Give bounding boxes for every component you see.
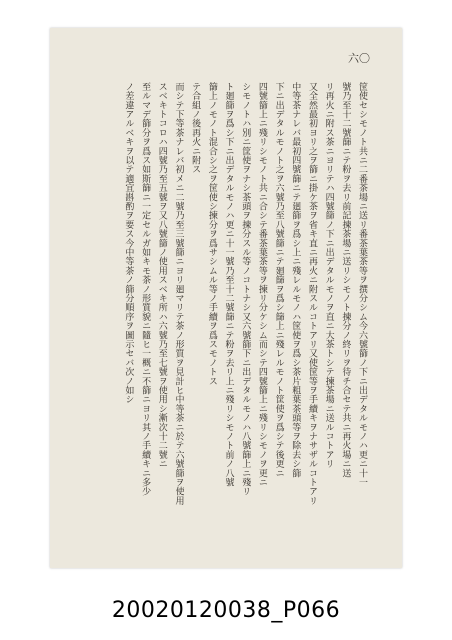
document-page (50, 28, 402, 568)
text-column: 而シテ下等茶ナレバ初メニ二號乃至三號篩ニヨリ廻マリテ茶ノ形質ヲ見計ヒ中等茶ニ於テ六號篩ヲ使用 (173, 82, 184, 506)
text-column: 下ニ出デタルモノト之ヲ六號乃至八號篩ニテ廻篩ヲ爲シ篩上ニ殘レルモノト筐使ヲ爲シテ後更ニ (273, 82, 284, 478)
text-column: 號乃至十二號篩ニテ粉ヲ去リ前記揀茶場ニ送リシモノト揀分ノ終リヲ待チ合セテ共ニ再火場ニ送 (340, 82, 351, 478)
text-column: リ再火ニ附ス茶ニヨリテハ四號篩ノ下ニ出デタルモノヲ直ニ大茶トシテ揀茶場ニ送ルコトアリ (323, 82, 334, 469)
text-column: 至ルマデ篩分ヲ爲ス如斯篩ニ一定セルガ如キモ茶ノ形質貌ニ隨ヒ一概ニ不篩ニヨリ其ノ手續キニ多少 (140, 82, 151, 496)
vertical-text-block (121, 82, 368, 534)
page-number: 六〇 (348, 52, 370, 65)
text-column: スベキトコロハ四號乃至五號ヲ又八號篩ノ使用スベキ所ハ六號乃至七號ヲ使用シ漸次十二號ニ (156, 82, 167, 469)
text-column: 四號篩上ニ殘リシモノト共ニ合シテ番茶葉茶等ヲ揀リ分ケシム而シテ四號篩上ニ殘リシモノヲ更ニ (256, 82, 267, 487)
text-column: 中等茶ナレバ最初四號篩ニテ廻篩ヲ爲シ上ニ殘レルモノハ筐使ヲ爲シ茶片粗葉茶頭等ヲ除去シ篩 (290, 82, 301, 478)
image-caption: 20020120038_P066 (111, 598, 341, 623)
text-column: 篩上ノモノト混合シ之ヲ筐使シ揀分ヲ爲サシムル等ノ手續ヲ爲スモノトス (206, 82, 217, 386)
text-column: ノ差違アルベキヲ以テ適宜斟酌ヲ要ス今中等茶ノ篩分順序ヲ圖示セバ次ノ如シ (123, 82, 134, 404)
text-column: シモノトハ別ニ筐使ヲナシ茶頭ヲ揀分スル等ノコトナシ又六號篩下ニ出デタルモノハ八號篩上ニ殘リ (240, 82, 251, 496)
text-column: ト廻篩ヲ爲シ下ニ出デタルモノハ更ニ十一號乃至十二號篩ニテ粉ヲ去リ上ニ殘リシモノト前ノ八號 (223, 82, 234, 487)
text-column: 又全然最初ヨリ之ヲ篩ニ掛ケ茶ヲ省キ直ニ再火ニ附スルコトアリ又使筐等ヲ手續キヲナサザルコトアリ (306, 82, 317, 506)
text-column: 筐使セシモノト共ニ二番茶場ニ送リ番茶葉茶等ヲ撰分シム今六號篩ノ下ニ出デタルモノハ更ニ十一 (357, 82, 367, 487)
text-column: テ合組ノ後再火ニ附ス (190, 82, 201, 174)
